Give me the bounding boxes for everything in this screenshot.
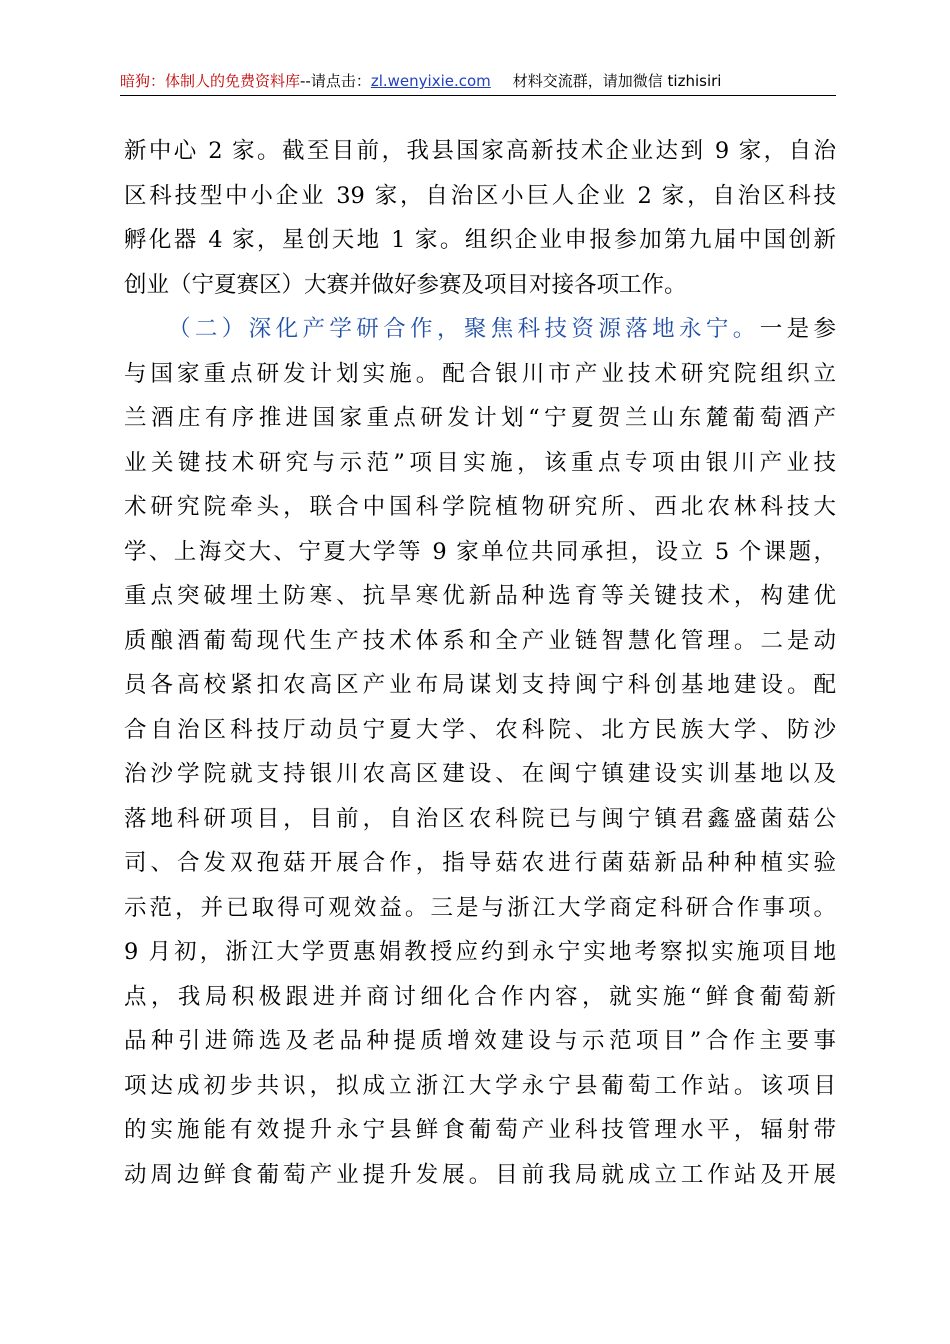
paragraph-line: 落地科研项目，目前，自治区农科院已与闽宁镇君鑫盛菌菇公	[124, 805, 836, 832]
page-header	[120, 70, 836, 92]
paragraph-line: 与国家重点研发计划实施。配合银川市产业技术研究院组织立	[124, 360, 836, 387]
paragraph-line: 业关键技术研究与示范”项目实施，该重点专项由银川产业技	[124, 449, 836, 476]
section-heading-rest: 一是参	[759, 316, 836, 342]
section-heading-line	[124, 307, 836, 352]
paragraph-line: 司、合发双孢菇开展合作，指导菇农进行菌菇新品种种植实验	[124, 850, 836, 876]
header-link[interactable]: zl.wenyixie.com	[370, 72, 491, 90]
paragraph-line: 创业（宁夏赛区）大赛并做好参赛及项目对接各项工作。	[124, 271, 687, 298]
paragraph-line: 新中心 2 家。截至目前，我县国家高新技术企业达到 9 家，自治	[124, 138, 836, 164]
paragraph-line: 术研究院牵头，联合中国科学院植物研究所、西北农林科技大	[124, 494, 836, 520]
paragraph-line: 重点突破埋土防寒、抗旱寒优新品种选育等关键技术，构建优	[124, 583, 836, 609]
header-contact: 材料交流群，请加微信 tizhisiri	[512, 72, 722, 90]
paragraph-line: 兰酒庄有序推进国家重点研发计划“宁夏贺兰山东麓葡萄酒产	[124, 405, 836, 431]
paragraph-line: 示范，并已取得可观效益。三是与浙江大学商定科研合作事项。	[124, 894, 836, 921]
paragraph-line: 合自治区科技厅动员宁夏大学、农科院、北方民族大学、防沙	[124, 716, 836, 743]
paragraph-line: 治沙学院就支持银川农高区建设、在闽宁镇建设实训基地以及	[124, 761, 836, 787]
paragraph-line: 动周边鲜食葡萄产业提升发展。目前我局就成立工作站及开展	[124, 1161, 836, 1188]
paragraph-line: 点，我局积极跟进并商讨细化合作内容，就实施“鲜食葡萄新	[124, 983, 836, 1010]
header-brand: 暗狗：体制人的免费资料库	[120, 72, 301, 90]
paragraph-line: 孵化器 4 家，星创天地 1 家。组织企业申报参加第九届中国创新	[124, 227, 836, 253]
paragraph-line: 质酿酒葡萄现代生产技术体系和全产业链智慧化管理。二是动	[124, 627, 836, 654]
paragraph-line: 员各高校紧扣农高区产业布局谋划支持闽宁科创基地建设。配	[124, 672, 836, 698]
paragraph-line: 学、上海交大、宁夏大学等 9 家单位共同承担，设立 5 个课题，	[124, 538, 836, 565]
paragraph-line: 品种引进筛选及老品种提质增效建设与示范项目”合作主要事	[124, 1028, 836, 1054]
section-heading: （二）深化产学研合作，聚焦科技资源落地永宁。	[168, 316, 760, 342]
paragraph-line: 9 月初，浙江大学贾惠娟教授应约到永宁实地考察拟实施项目地	[124, 939, 836, 965]
paragraph-line: 项达成初步共识，拟成立浙江大学永宁县葡萄工作站。该项目	[124, 1072, 836, 1099]
header-divider	[120, 95, 836, 96]
paragraph-line: 的实施能有效提升永宁县鲜食葡萄产业科技管理水平，辐射带	[124, 1117, 836, 1143]
header-prompt: --请点击：	[300, 72, 371, 90]
paragraph-line: 区科技型中小企业 39 家，自治区小巨人企业 2 家，自治区科技	[124, 182, 836, 209]
document-body	[124, 129, 836, 1197]
